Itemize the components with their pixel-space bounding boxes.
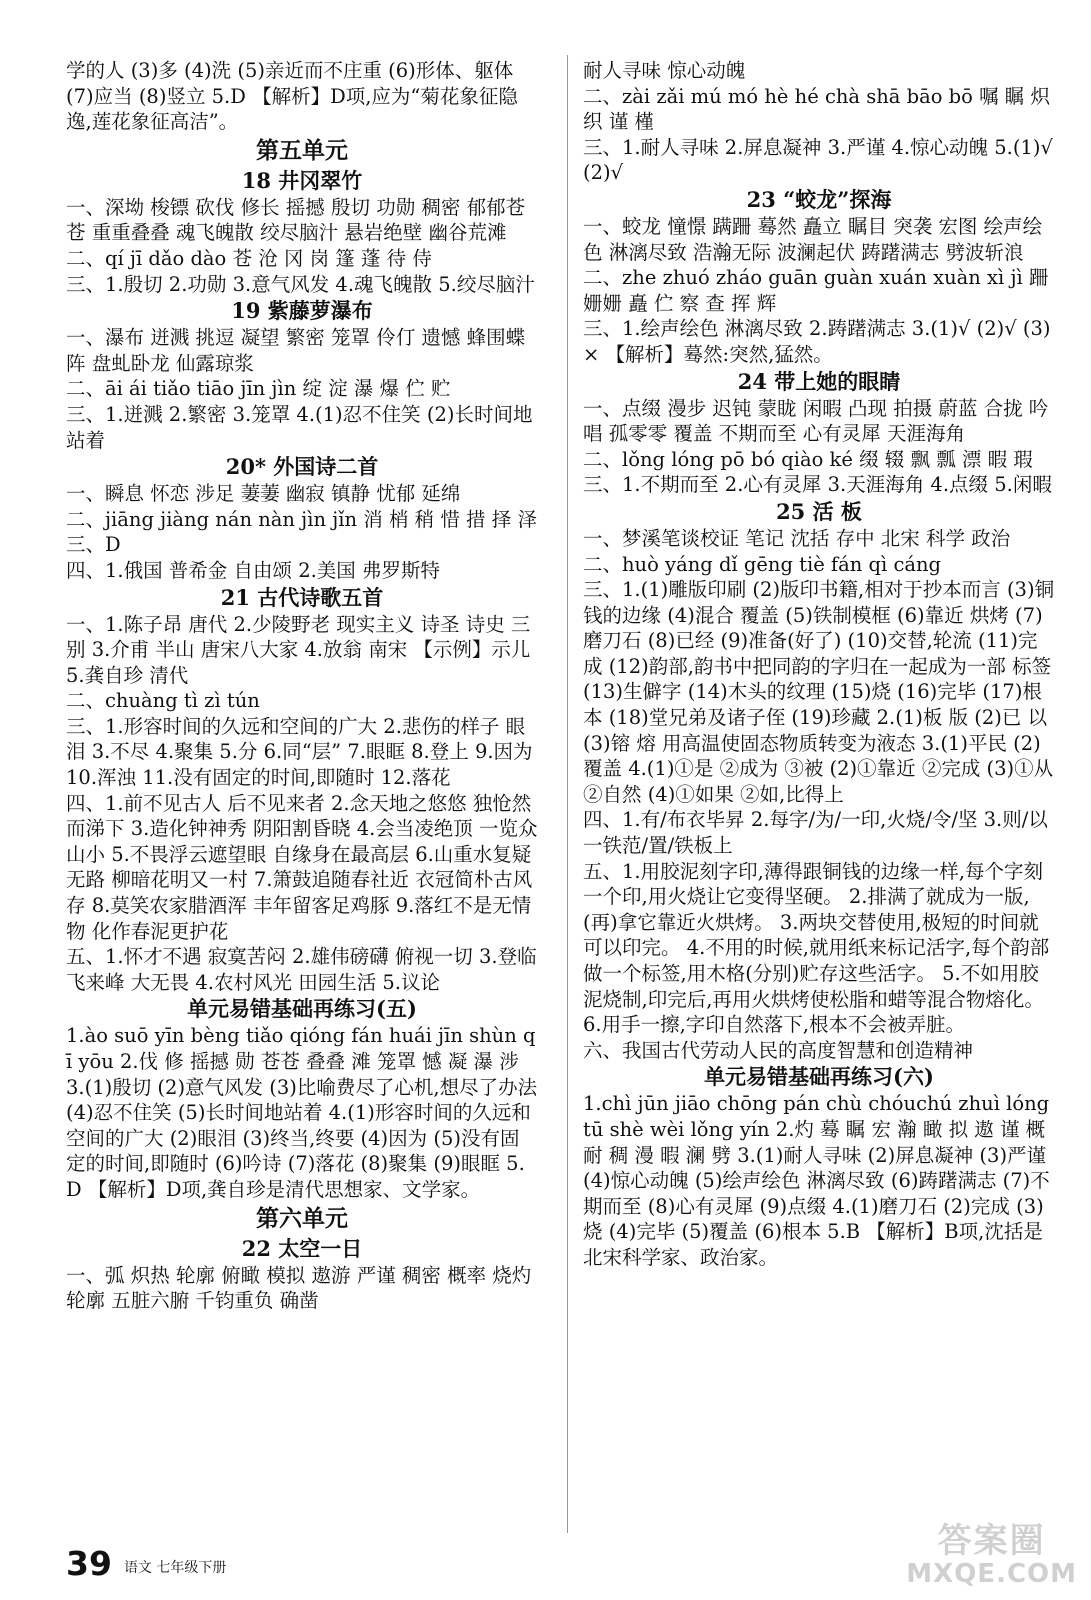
answer-paragraph: 二、huò yáng dǐ gēng tiè fán qì cáng xyxy=(583,552,942,576)
answer-paragraph: 一、弧 炽热 轮廓 俯瞰 模拟 遨游 严谨 稠密 概率 烧灼 轮廓 五脏六腑 千钧重负 确凿 xyxy=(66,1263,532,1313)
unit-heading: 第五单元 xyxy=(256,136,348,164)
answer-paragraph: 二、jiāng jiàng nán nàn jìn jǐn 消 梢 稍 惜 措 择 泽 xyxy=(66,507,537,531)
answer-paragraph: 三、1.绘声绘色 淋漓尽致 2.踌躇满志 3.(1)√ (2)√ (3)× 【解析】蓦然:突然,猛然。 xyxy=(583,317,1051,366)
answer-paragraph: 二、zhe zhuó zháo guān guàn xuán xuàn xì jì 跚 姗姗 矗 伫 察 查 挥 辉 xyxy=(583,266,1049,315)
lesson-heading: 19 紫藤萝瀑布 xyxy=(231,298,373,324)
answer-paragraph: 二、qí jī dǎo dào 苍 沧 冈 岗 篷 蓬 待 侍 xyxy=(66,246,432,270)
answer-paragraph: 一、深坳 梭镖 砍伐 修长 摇撼 殷切 功勋 稠密 郁郁苍苍 重重叠叠 魂飞魄散 绞尽脑汁 悬岩绝壁 幽谷荒滩 xyxy=(66,195,526,245)
lesson-heading: 24 带上她的眼睛 xyxy=(737,368,901,394)
lesson-heading: 20* 外国诗二首 xyxy=(225,454,379,480)
answer-paragraph: 耐人寻味 惊心动魄 xyxy=(583,59,746,82)
answer-paragraph: 一、梦溪笔谈校证 笔记 沈括 存中 北宋 科学 政治 xyxy=(583,526,1011,550)
lesson-heading: 23 “蛟龙”探海 xyxy=(746,186,892,212)
answer-paragraph: 一、瞬息 怀恋 涉足 萋萋 幽寂 镇静 忧郁 延绵 xyxy=(66,482,461,506)
answer-paragraph: 二、zài zǎi mú mó hè hé chà shā bāo bō 嘱 瞩 炽 织 谨 槿 xyxy=(583,84,1051,134)
answer-paragraph: 二、lǒng lóng pō bó qiào ké 缀 辍 飘 瓢 漂 暇 瑕 xyxy=(583,447,1033,471)
lesson-heading: 单元易错基础再练习(六) xyxy=(704,1064,934,1090)
answer-paragraph: 三、1.殷切 2.功勋 3.意气风发 4.魂飞魄散 5.绞尽脑汁 xyxy=(66,272,535,296)
lesson-heading: 22 太空一日 xyxy=(241,1235,363,1261)
answer-paragraph: 四、1.前不见古人 后不见来者 2.念天地之悠悠 独怆然而涕下 3.造化钟神秀 阴阳割昏晓 4.会当凌绝顶 一览众山小 5.不畏浮云遮望眼 自缘身在最高层 6.山重水复疑无路 柳暗花明又一村 7.箫鼓追随春社近 衣冠简朴古风存 8.莫笑农家腊酒浑 丰年留客足鸡豚 9.落红不是无情物 化作春泥更护花 xyxy=(66,791,538,943)
answer-paragraph: 四、1.俄国 普希金 自由颂 2.美国 弗罗斯特 xyxy=(66,558,441,582)
lesson-heading: 18 井冈翠竹 xyxy=(241,167,363,193)
page-number: 39 xyxy=(66,1544,112,1583)
site-watermark xyxy=(906,1522,1077,1588)
unit-heading: 第六单元 xyxy=(256,1204,348,1232)
answer-paragraph: 二、āi ái tiǎo tiāo jīn jìn 绽 淀 瀑 爆 伫 贮 xyxy=(66,377,451,401)
answer-paragraph: 一、蛟龙 憧憬 蹒跚 蓦然 矗立 瞩目 突袭 宏图 绘声绘色 淋漓尽致 浩瀚无际 波澜起伏 踌躇满志 劈波斩浪 xyxy=(583,214,1043,264)
answer-paragraph: 六、我国古代劳动人民的高度智慧和创造精神 xyxy=(583,1038,974,1062)
page-footer xyxy=(66,1542,226,1582)
answer-paragraph: 三、1.迸溅 2.繁密 3.笼罩 4.(1)忍不住笑 (2)长时间地站着 xyxy=(66,402,533,452)
answer-paragraph: 三、1.不期而至 2.心有灵犀 3.天涯海角 4.点缀 5.闲暇 xyxy=(583,473,1052,497)
answer-paragraph: 一、瀑布 迸溅 挑逗 凝望 繁密 笼罩 伶仃 遗憾 蜂围蝶阵 盘虬卧龙 仙露琼浆 xyxy=(66,326,526,375)
right-column xyxy=(583,58,1055,1271)
lesson-heading: 25 活 板 xyxy=(776,498,862,524)
column-divider xyxy=(567,55,568,1533)
watermark-cn: 答案圈 xyxy=(937,1521,1046,1561)
answer-paragraph: 学的人 (3)多 (4)洗 (5)亲近而不庄重 (6)形体、躯体 (7)应当 (8)竖立 5.D 【解析】D项,应为“菊花象征隐逸,莲花象征高洁”。 xyxy=(66,59,518,134)
answer-paragraph: 一、点缀 漫步 迟钝 蒙眬 闲暇 凸现 拍摄 蔚蓝 合拢 吟唱 孤零零 覆盖 不期而至 心有灵犀 天涯海角 xyxy=(583,396,1049,446)
answer-paragraph: 三、1.(1)雕版印刷 (2)版印书籍,相对于抄本而言 (3)铜钱的边缘 (4)混合 覆盖 (5)铁制模框 (6)靠近 烘烤 (7)磨刀石 (8)已经 (9)准备(好了) (10)交替,轮流 (11)完成 (12)韵部,韵书中把同韵的字归在一起成为一部 标签 (13)生僻字 (14)木头的纹理 (15)烧 (16)完毕 (17)根本 (18)堂兄弟及诸子侄 (19)珍藏 2.(1)板 版 (2)已 以 (3)镕 熔 用高温使固态物质转变为液态 3.(1)平民 (2)覆盖 4.(1)①是 ②成为 ③被 (2)①靠近 ②完成 (3)①从 ②自然 (4)①如果 ②如,比得上 xyxy=(583,578,1055,806)
answer-paragraph: 1.ào suō yīn bèng tiǎo qióng fán huái jīn shùn qī yōu 2.伐 修 摇撼 勋 苍苍 叠叠 滩 笼罩 憾 凝 瀑 涉 3.(1)殷切 (2)意气风发 (3)比喻费尽了心机,想尽了办法 (4)忍不住笑 (5)长时间地站着 4.(1)形容时间的久远和空间的广大 (2)眼泪 (3)终当,终要 (4)因为 (5)没有固定的时间,即随时 (6)吟诗 (7)落花 (8)聚集 (9)眼眶 5.D 【解析】D项,龚自珍是清代思想家、文学家。 xyxy=(66,1024,538,1201)
answer-paragraph: 三、D xyxy=(66,533,121,557)
answer-paragraph: 四、1.有/布衣毕昇 2.每字/为/一印,火烧/令/坚 3.则/以一铁范/置/铁板上 xyxy=(583,808,1048,858)
answer-paragraph: 五、1.怀才不遇 寂寞苦闷 2.雄伟磅礴 俯视一切 3.登临飞来峰 大无畏 4.农村风光 田园生活 5.议论 xyxy=(66,945,537,994)
answer-paragraph: 一、1.陈子昂 唐代 2.少陵野老 现实主义 诗圣 诗史 三别 3.介甫 半山 唐宋八大家 4.放翁 南宋 【示例】示儿 5.龚自珍 清代 xyxy=(66,612,531,687)
answer-paragraph: 五、1.用胶泥刻字印,薄得跟铜钱的边缘一样,每个字刻一个印,用火烧让它变得坚硬。 2.排满了就成为一版,(再)拿它靠近火烘烤。 3.两块交替使用,极短的时间就可以印完。 4.不用的时候,就用纸来标记活字,每个韵部做一个标签,用木格(分别)贮存这些活字。 5.不如用胶泥烧制,印完后,再用火烘烤使松脂和蜡等混合物熔化。 6.用手一擦,字印自然落下,根本不会被弄脏。 xyxy=(583,859,1050,1037)
answer-paragraph: 二、chuàng tì zì tún xyxy=(66,689,260,713)
book-label: 语文 七年级下册 xyxy=(123,1560,227,1576)
lesson-heading: 单元易错基础再练习(五) xyxy=(187,996,417,1022)
answer-paragraph: 1.chì jūn jiāo chōng pán chù chóuchú zhuì lóng tū shè wèi lǒng yín 2.灼 蓦 瞩 宏 瀚 瞰 拟 遨 谨 概 耐 稠 漫 暇 澜 劈 3.(1)耐人寻味 (2)屏息凝神 (3)严谨 (4)惊心动魄 (5)绘声绘色 淋漓尽致 (6)踌躇满志 (7)不期而至 (8)心有灵犀 (9)点缀 4.(1)磨刀石 (2)完成 (3)烧 (4)完毕 (5)覆盖 (6)根本 5.B 【解析】B项,沈括是北宋科学家、政治家。 xyxy=(583,1092,1050,1269)
answer-paragraph: 三、1.耐人寻味 2.屏息凝神 3.严谨 4.惊心动魄 5.(1)√ (2)√ xyxy=(583,135,1053,185)
lesson-heading: 21 古代诗歌五首 xyxy=(220,584,384,610)
watermark-en: MXQE.COM xyxy=(906,1559,1077,1589)
left-column xyxy=(66,58,538,1314)
answer-paragraph: 三、1.形容时间的久远和空间的广大 2.悲伤的样子 眼泪 3.不尽 4.聚集 5.分 6.同“层” 7.眼眶 8.登上 9.因为 10.浑浊 11.没有固定的时间,即随时 12.落花 xyxy=(66,714,533,790)
